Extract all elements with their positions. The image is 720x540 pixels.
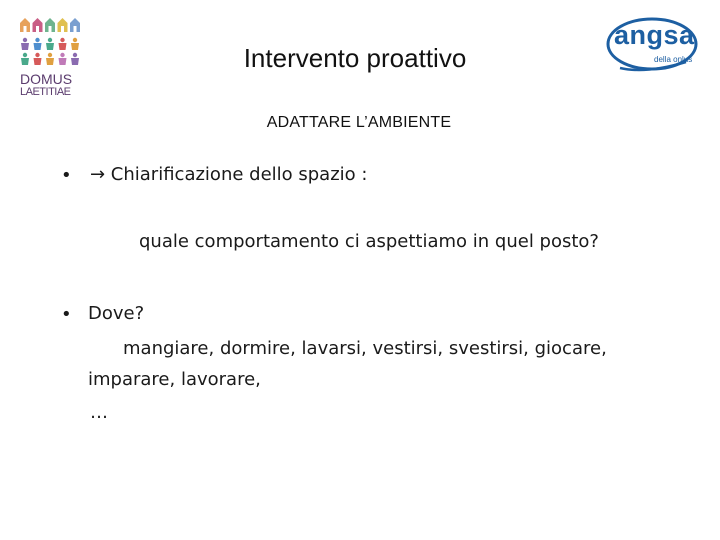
logo-name-line1: DOMUS <box>20 71 73 87</box>
house-door-icon <box>61 26 64 32</box>
person-head-icon <box>60 38 64 42</box>
bullet-marker: • <box>61 304 72 325</box>
bullet-2-subline-1: mangiare, dormire, lavarsi, vestirsi, svestirsi, giocare, <box>123 338 607 359</box>
slide-subtitle: ADATTARE L’AMBIENTE <box>266 114 452 131</box>
person-head-icon <box>23 38 27 42</box>
person-head-icon <box>48 38 52 42</box>
bullet-2-subline-3: … <box>90 402 108 423</box>
bullet-1-text: → Chiarificazione dello spazio : <box>90 164 368 185</box>
house-door-icon <box>24 26 27 32</box>
bullet-2-subline-2: imparare, lavorare, <box>88 369 261 390</box>
person-head-icon <box>73 38 77 42</box>
house-door-icon <box>74 26 77 32</box>
logo-name-line2: LAETITIAE <box>20 86 71 98</box>
person-head-icon <box>35 38 39 42</box>
angsa-brand-text: angsa <box>614 20 695 50</box>
house-door-icon <box>36 26 39 32</box>
bullet-marker: • <box>61 165 72 186</box>
angsa-tagline: della onlus <box>654 55 693 64</box>
slide-title: Intervento proattivo <box>243 43 467 73</box>
bullet-2-text: Dove? <box>88 303 145 324</box>
house-door-icon <box>49 26 52 32</box>
bullet-1-subtext: quale comportamento ci aspettiamo in quel posto? <box>139 231 599 252</box>
